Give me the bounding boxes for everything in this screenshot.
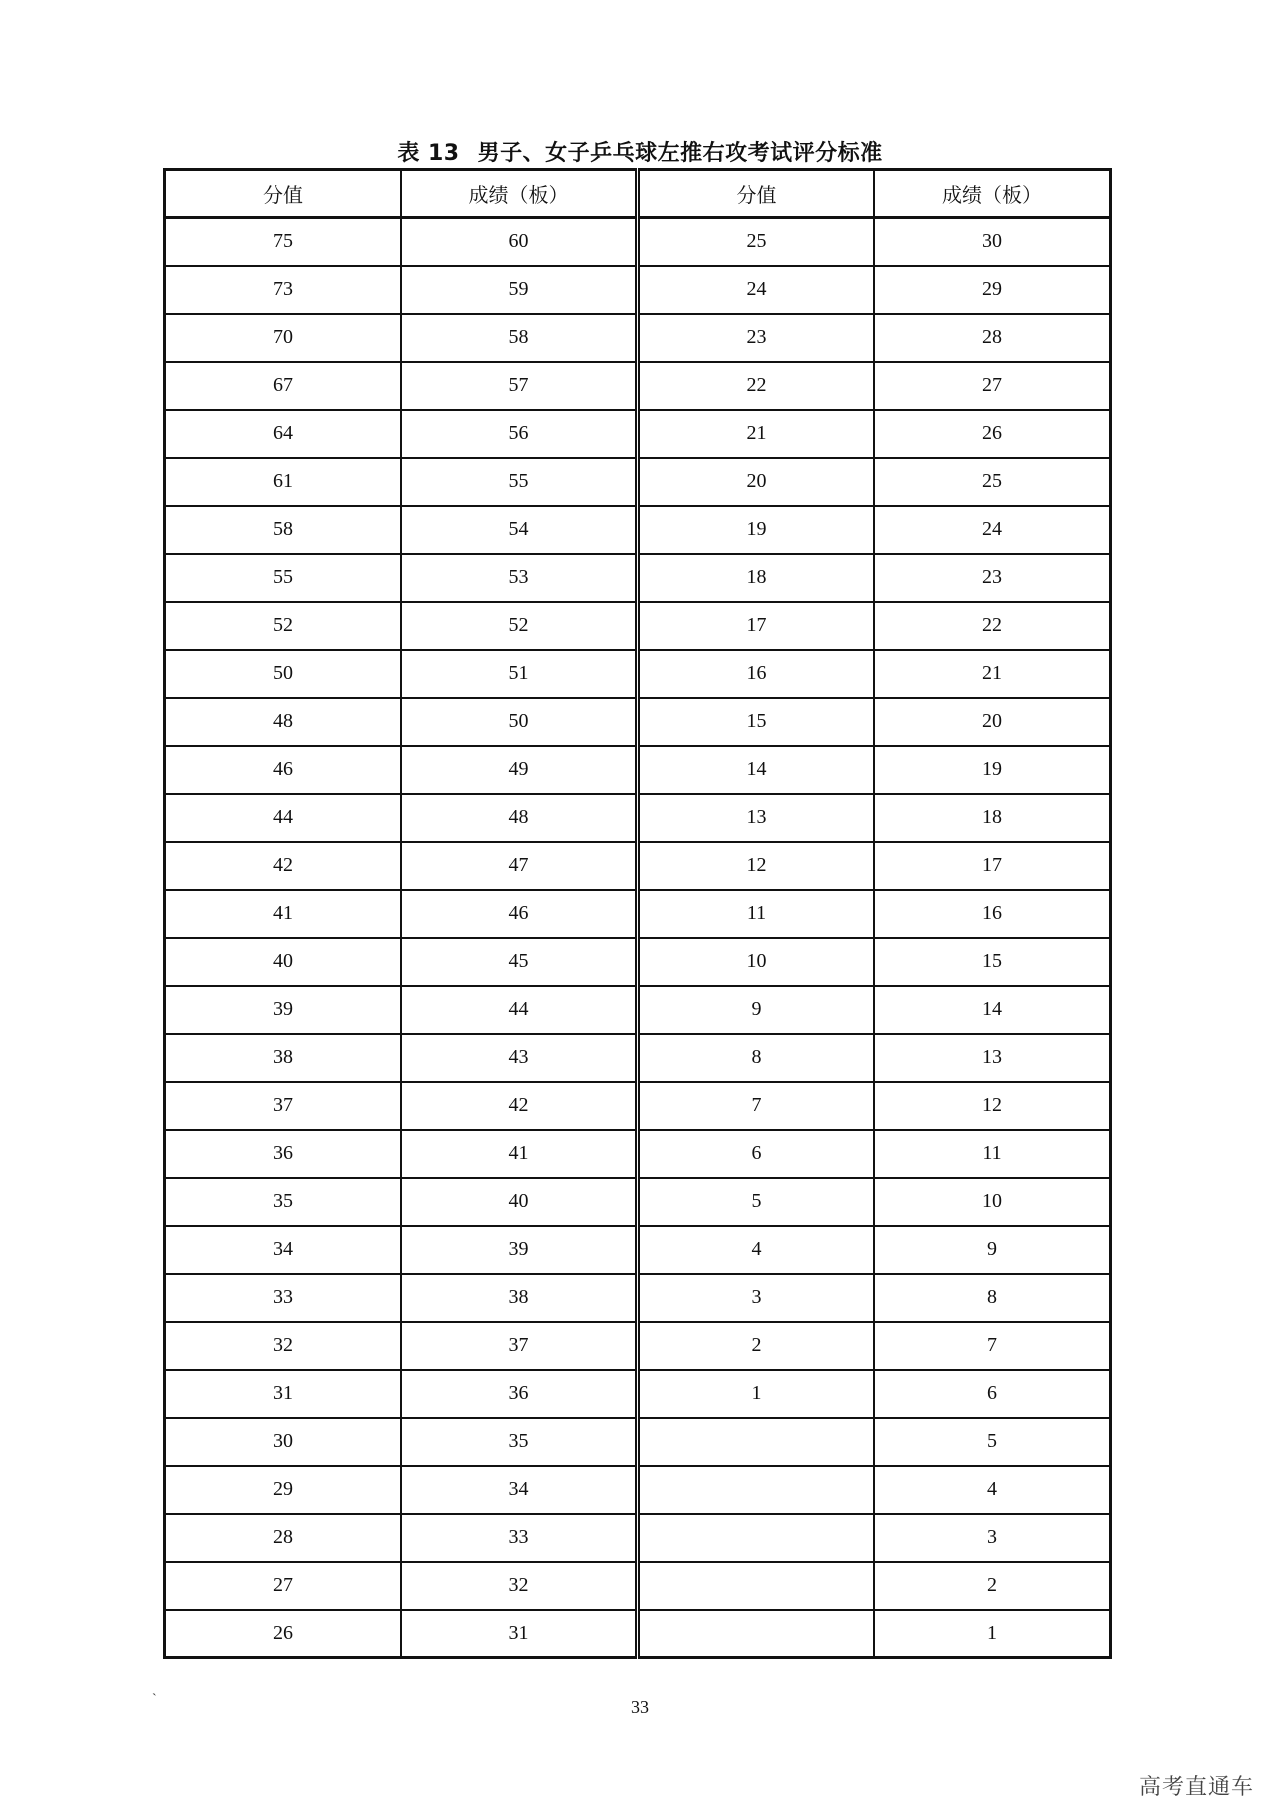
cell-result-right: 19 [874, 746, 1111, 794]
cell-result-right: 12 [874, 1082, 1111, 1130]
cell-score-right [638, 1514, 875, 1562]
cell-result-left: 52 [401, 602, 638, 650]
watermark-text: 高考直通车 [1138, 1775, 1254, 1800]
cell-result-left: 42 [401, 1082, 638, 1130]
cell-result-right: 25 [874, 458, 1111, 506]
cell-result-right: 29 [874, 266, 1111, 314]
cell-result-right: 17 [874, 842, 1111, 890]
cell-result-left: 36 [401, 1370, 638, 1418]
cell-score-right [638, 1562, 875, 1610]
cell-score-right: 2 [638, 1322, 875, 1370]
table-row [165, 458, 1111, 506]
cell-score-left: 35 [165, 1178, 402, 1226]
page-number: 33 [631, 1697, 649, 1717]
table-row [165, 842, 1111, 890]
table-row [165, 746, 1111, 794]
cell-score-left: 34 [165, 1226, 402, 1274]
cell-result-left: 31 [401, 1610, 638, 1658]
cell-score-right: 6 [638, 1130, 875, 1178]
table-row [165, 1322, 1111, 1370]
cell-score-right [638, 1418, 875, 1466]
table-row [165, 794, 1111, 842]
table-row [165, 1466, 1111, 1514]
cell-result-left: 50 [401, 698, 638, 746]
cell-result-right: 6 [874, 1370, 1111, 1418]
cell-score-left: 46 [165, 746, 402, 794]
cell-score-left: 33 [165, 1274, 402, 1322]
cell-result-right: 24 [874, 506, 1111, 554]
cell-result-left: 32 [401, 1562, 638, 1610]
table-row [165, 602, 1111, 650]
cell-result-left: 53 [401, 554, 638, 602]
cell-result-left: 45 [401, 938, 638, 986]
cell-result-right: 27 [874, 362, 1111, 410]
header-score-right: 分值 [638, 170, 875, 218]
cell-score-right: 13 [638, 794, 875, 842]
cell-result-right: 30 [874, 218, 1111, 266]
cell-score-left: 64 [165, 410, 402, 458]
cell-result-left: 57 [401, 362, 638, 410]
table-title-text: 男子、女子乒乓球左推右攻考试评分标准 [477, 141, 883, 166]
cell-result-right: 22 [874, 602, 1111, 650]
table-body [165, 218, 1111, 1658]
table-row [165, 1082, 1111, 1130]
cell-score-right [638, 1610, 875, 1658]
table-row [165, 1274, 1111, 1322]
cell-result-right: 3 [874, 1514, 1111, 1562]
cell-result-left: 37 [401, 1322, 638, 1370]
table-row [165, 1130, 1111, 1178]
cell-result-right: 2 [874, 1562, 1111, 1610]
cell-score-right: 12 [638, 842, 875, 890]
table-row [165, 1514, 1111, 1562]
cell-result-right: 28 [874, 314, 1111, 362]
cell-score-right: 24 [638, 266, 875, 314]
cell-result-left: 44 [401, 986, 638, 1034]
cell-result-left: 39 [401, 1226, 638, 1274]
cell-result-left: 58 [401, 314, 638, 362]
cell-score-left: 75 [165, 218, 402, 266]
table-row [165, 1178, 1111, 1226]
cell-score-right: 10 [638, 938, 875, 986]
cell-score-right: 16 [638, 650, 875, 698]
cell-score-right: 25 [638, 218, 875, 266]
cell-result-left: 47 [401, 842, 638, 890]
cell-result-left: 43 [401, 1034, 638, 1082]
cell-result-right: 23 [874, 554, 1111, 602]
cell-score-left: 36 [165, 1130, 402, 1178]
cell-score-right: 18 [638, 554, 875, 602]
cell-result-right: 11 [874, 1130, 1111, 1178]
cell-score-left: 40 [165, 938, 402, 986]
cell-score-left: 50 [165, 650, 402, 698]
table-row [165, 362, 1111, 410]
score-table [163, 168, 1112, 1659]
cell-score-left: 41 [165, 890, 402, 938]
table-row [165, 218, 1111, 266]
table-row [165, 314, 1111, 362]
table-row [165, 650, 1111, 698]
cell-result-left: 49 [401, 746, 638, 794]
cell-result-right: 10 [874, 1178, 1111, 1226]
cell-score-left: 26 [165, 1610, 402, 1658]
cell-score-right: 11 [638, 890, 875, 938]
table-row [165, 1034, 1111, 1082]
cell-score-left: 52 [165, 602, 402, 650]
cell-result-right: 9 [874, 1226, 1111, 1274]
cell-score-right: 23 [638, 314, 875, 362]
cell-score-left: 32 [165, 1322, 402, 1370]
table-row [165, 890, 1111, 938]
cell-result-left: 34 [401, 1466, 638, 1514]
cell-score-left: 29 [165, 1466, 402, 1514]
cell-result-right: 18 [874, 794, 1111, 842]
table-row [165, 1562, 1111, 1610]
cell-result-left: 46 [401, 890, 638, 938]
cell-result-left: 40 [401, 1178, 638, 1226]
cell-score-left: 30 [165, 1418, 402, 1466]
cell-result-right: 14 [874, 986, 1111, 1034]
header-result-right: 成绩（板） [874, 170, 1111, 218]
header-result-left: 成绩（板） [401, 170, 638, 218]
cell-result-right: 16 [874, 890, 1111, 938]
cell-result-left: 48 [401, 794, 638, 842]
cell-score-right [638, 1466, 875, 1514]
cell-score-right: 8 [638, 1034, 875, 1082]
table-row [165, 506, 1111, 554]
table-row [165, 1226, 1111, 1274]
cell-score-right: 15 [638, 698, 875, 746]
cell-score-right: 3 [638, 1274, 875, 1322]
table-row [165, 986, 1111, 1034]
cell-score-right: 20 [638, 458, 875, 506]
cell-score-left: 61 [165, 458, 402, 506]
table-number: 表 13 [397, 141, 460, 166]
cell-result-right: 26 [874, 410, 1111, 458]
cell-result-left: 60 [401, 218, 638, 266]
cell-result-left: 38 [401, 1274, 638, 1322]
cell-score-left: 67 [165, 362, 402, 410]
cell-result-right: 21 [874, 650, 1111, 698]
cell-result-right: 15 [874, 938, 1111, 986]
cell-score-left: 27 [165, 1562, 402, 1610]
header-score-left: 分值 [165, 170, 402, 218]
cell-score-left: 28 [165, 1514, 402, 1562]
cell-result-right: 13 [874, 1034, 1111, 1082]
cell-score-left: 55 [165, 554, 402, 602]
cell-result-right: 5 [874, 1418, 1111, 1466]
cell-score-right: 21 [638, 410, 875, 458]
cell-result-left: 54 [401, 506, 638, 554]
cell-score-right: 14 [638, 746, 875, 794]
cell-score-left: 39 [165, 986, 402, 1034]
cell-result-right: 8 [874, 1274, 1111, 1322]
cell-result-right: 4 [874, 1466, 1111, 1514]
table-row [165, 698, 1111, 746]
cell-score-right: 17 [638, 602, 875, 650]
cell-result-right: 20 [874, 698, 1111, 746]
cell-score-right: 7 [638, 1082, 875, 1130]
cell-result-left: 59 [401, 266, 638, 314]
header-row [165, 170, 1111, 218]
table-row [165, 266, 1111, 314]
cell-result-left: 35 [401, 1418, 638, 1466]
cell-score-left: 48 [165, 698, 402, 746]
cell-score-right: 9 [638, 986, 875, 1034]
cell-score-left: 38 [165, 1034, 402, 1082]
cell-result-right: 7 [874, 1322, 1111, 1370]
cell-score-right: 19 [638, 506, 875, 554]
cell-score-right: 4 [638, 1226, 875, 1274]
cell-score-right: 22 [638, 362, 875, 410]
table-row [165, 554, 1111, 602]
cell-score-left: 73 [165, 266, 402, 314]
cell-result-left: 51 [401, 650, 638, 698]
cell-result-left: 41 [401, 1130, 638, 1178]
cell-score-left: 37 [165, 1082, 402, 1130]
table-row [165, 1370, 1111, 1418]
cell-score-left: 31 [165, 1370, 402, 1418]
cell-result-left: 55 [401, 458, 638, 506]
cell-score-left: 58 [165, 506, 402, 554]
cell-score-right: 5 [638, 1178, 875, 1226]
table-row [165, 1610, 1111, 1658]
cell-result-left: 33 [401, 1514, 638, 1562]
table-row [165, 938, 1111, 986]
footer-mark: ` [152, 1692, 157, 1707]
cell-score-left: 44 [165, 794, 402, 842]
cell-score-left: 42 [165, 842, 402, 890]
cell-score-left: 70 [165, 314, 402, 362]
table-title [0, 136, 1280, 167]
cell-result-left: 56 [401, 410, 638, 458]
cell-result-right: 1 [874, 1610, 1111, 1658]
table-row [165, 410, 1111, 458]
cell-score-right: 1 [638, 1370, 875, 1418]
table-row [165, 1418, 1111, 1466]
